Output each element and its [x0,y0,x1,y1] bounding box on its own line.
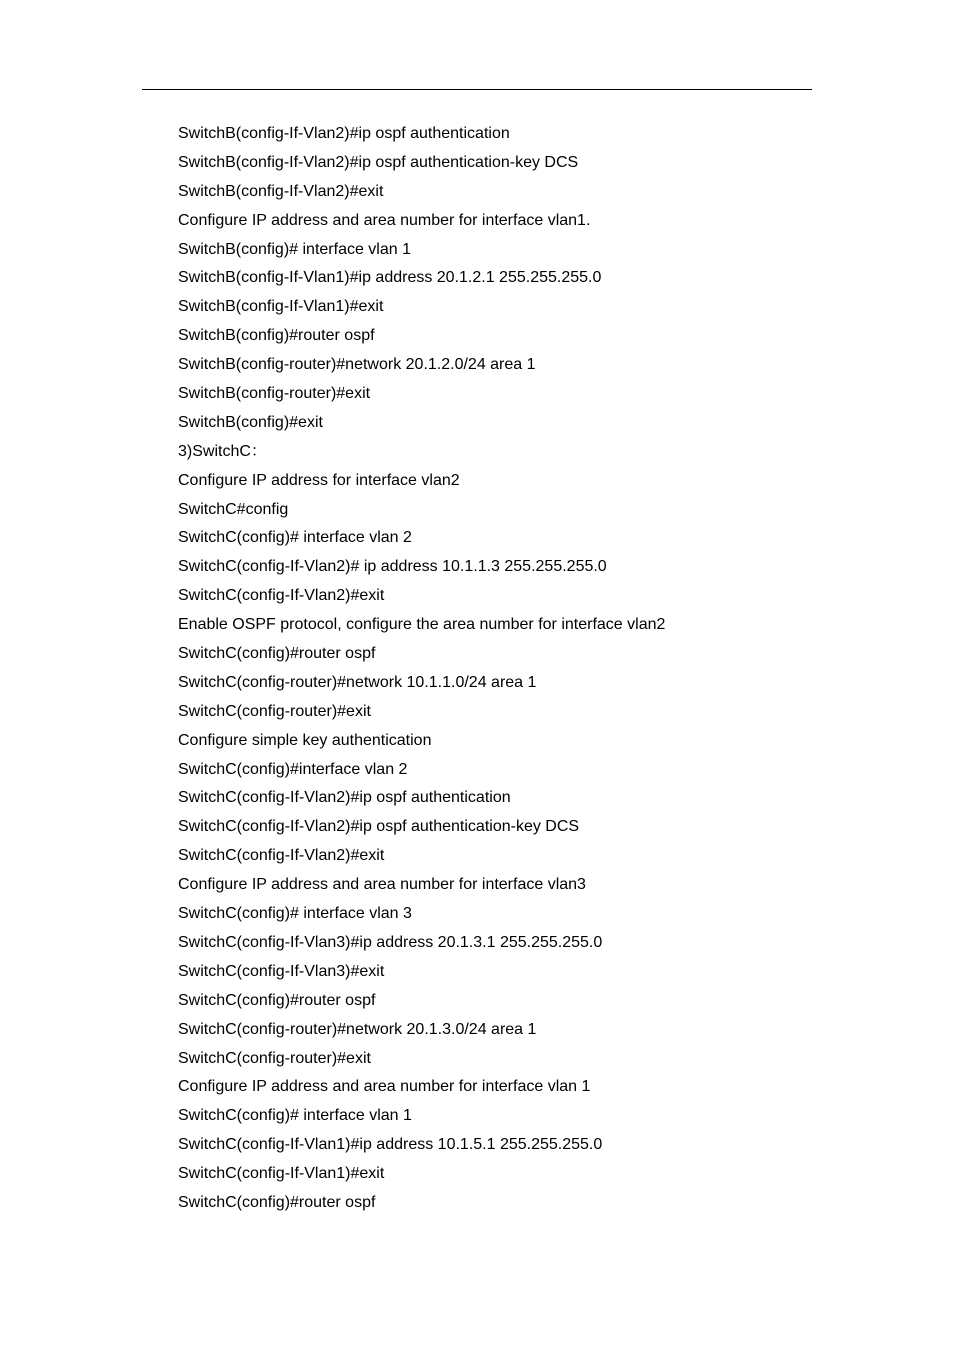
text-line: Configure IP address for interface vlan2 [178,471,460,489]
header-rule [142,89,812,90]
text-line: SwitchC(config-router)#network 20.1.3.0/24 area 1 [178,1020,537,1038]
text-line: SwitchC(config)# interface vlan 1 [178,1107,412,1125]
text-line: SwitchC(config)# interface vlan 2 [178,529,412,547]
text-line: SwitchB(config-router)#network 20.1.2.0/24 area 1 [178,356,536,374]
text-line: SwitchC(config-If-Vlan3)#ip address 20.1.3.1 255.255.255.0 [178,933,603,951]
text-line: Configure IP address and area number for interface vlan1. [178,211,591,229]
text-line: SwitchC(config)#router ospf [178,1193,376,1211]
section-heading: 3)SwitchC： [178,442,267,460]
text-line: SwitchC(config-router)#exit [178,1049,371,1067]
text-line: SwitchC(config-router)#network 10.1.1.0/24 area 1 [178,673,537,691]
text-line: Configure IP address and area number for interface vlan 1 [178,1078,591,1096]
text-line: Enable OSPF protocol, configure the area number for interface vlan2 [178,616,666,634]
text-line: SwitchC(config-If-Vlan2)#exit [178,847,385,865]
text-line: SwitchC(config-If-Vlan2)#ip ospf authentication [178,789,511,807]
text-line: SwitchC#config [178,500,289,518]
document-body [178,120,818,1218]
text-line: SwitchC(config-If-Vlan2)# ip address 10.1.1.3 255.255.255.0 [178,558,607,576]
text-line: SwitchB(config-router)#exit [178,385,371,403]
text-line: SwitchB(config)#router ospf [178,327,375,345]
text-line: SwitchC(config)#interface vlan 2 [178,760,408,778]
text-line: SwitchB(config-If-Vlan2)#ip ospf authentication [178,125,510,142]
text-line: SwitchB(config-If-Vlan2)#ip ospf authentication-key DCS [178,153,579,171]
text-line: SwitchC(config-router)#exit [178,702,371,720]
text-line: SwitchC(config-If-Vlan2)#ip ospf authentication-key DCS [178,818,580,836]
text-line: SwitchB(config)# interface vlan 1 [178,240,411,258]
text-line: SwitchC(config)#router ospf [178,991,376,1009]
text-line: SwitchB(config-If-Vlan1)#ip address 20.1.2.1 255.255.255.0 [178,269,602,287]
text-line: SwitchC(config)#router ospf [178,645,376,663]
text-line: SwitchC(config)# interface vlan 3 [178,905,412,923]
text-line: Configure simple key authentication [178,731,432,749]
text-line: SwitchB(config-If-Vlan2)#exit [178,182,384,200]
text-line: SwitchB(config)#exit [178,413,323,431]
text-line: Configure IP address and area number for interface vlan3 [178,876,586,894]
text-line: SwitchC(config-If-Vlan3)#exit [178,962,385,980]
text-line: SwitchC(config-If-Vlan1)#ip address 10.1.5.1 255.255.255.0 [178,1136,603,1154]
text-line: SwitchC(config-If-Vlan1)#exit [178,1165,385,1183]
text-line: SwitchB(config-If-Vlan1)#exit [178,298,384,316]
text-line: SwitchC(config-If-Vlan2)#exit [178,587,385,605]
